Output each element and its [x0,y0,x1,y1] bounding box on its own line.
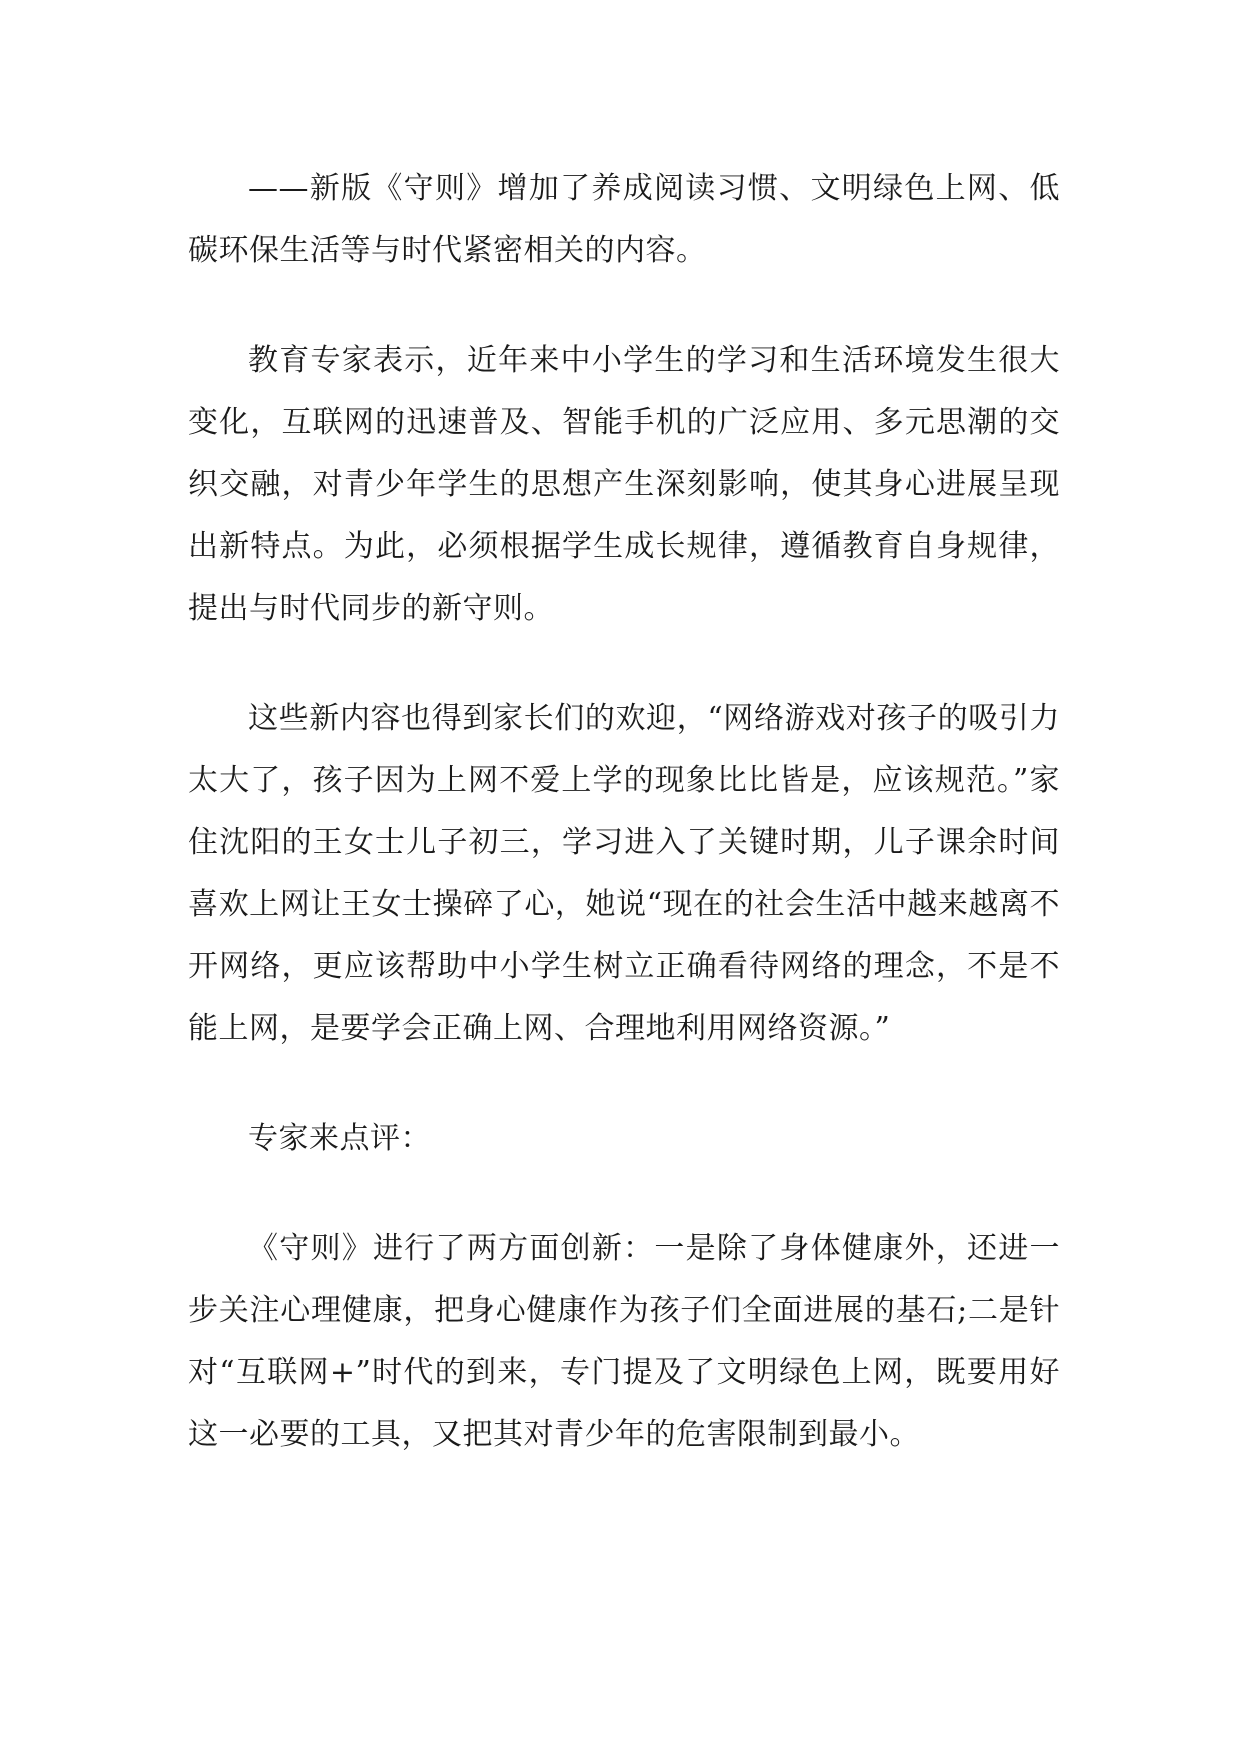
paragraph-expert-comment-heading: 专家来点评： [248,1121,431,1156]
paragraph-expert-statement: 教育专家表示，近年来中小学生的学习和生活环境发生很大变化，互联网的迅速普及、智能手机的广泛应用、多元思潮的交织交融，对青少年学生的思想产生深刻影响，使其身心进展呈现出新特点。为此，必须根据学生成长规律，遵循教育自身规律，提出与时代同步的新守则。 [188,343,1060,626]
paragraph-parents-welcome: 这些新内容也得到家长们的欢迎，“网络游戏对孩子的吸引力太大了，孩子因为上网不爱上学的现象比比皆是，应该规范。”家住沈阳的王女士儿子初三，学习进入了关键时期，儿子课余时间喜欢上网让王女士操碎了心，她说“现在的社会生活中越来越离不开网络，更应该帮助中小学生树立正确看待网络的理念，不是不能上网，是要学会正确上网、合理地利用网络资源。” [188,701,1060,1046]
paragraph-new-rules-content: ——新版《守则》增加了养成阅读习惯、文明绿色上网、低碳环保生活等与时代紧密相关的内容。 [188,171,1060,268]
paragraph-two-innovations: 《守则》进行了两方面创新：一是除了身体健康外，还进一步关注心理健康，把身心健康作为孩子们全面进展的基石;二是针对“互联网+”时代的到来，专门提及了文明绿色上网，既要用好这一必要的工具，又把其对青少年的危害限制到最小。 [188,1231,1060,1452]
document-body [188,158,1060,1466]
